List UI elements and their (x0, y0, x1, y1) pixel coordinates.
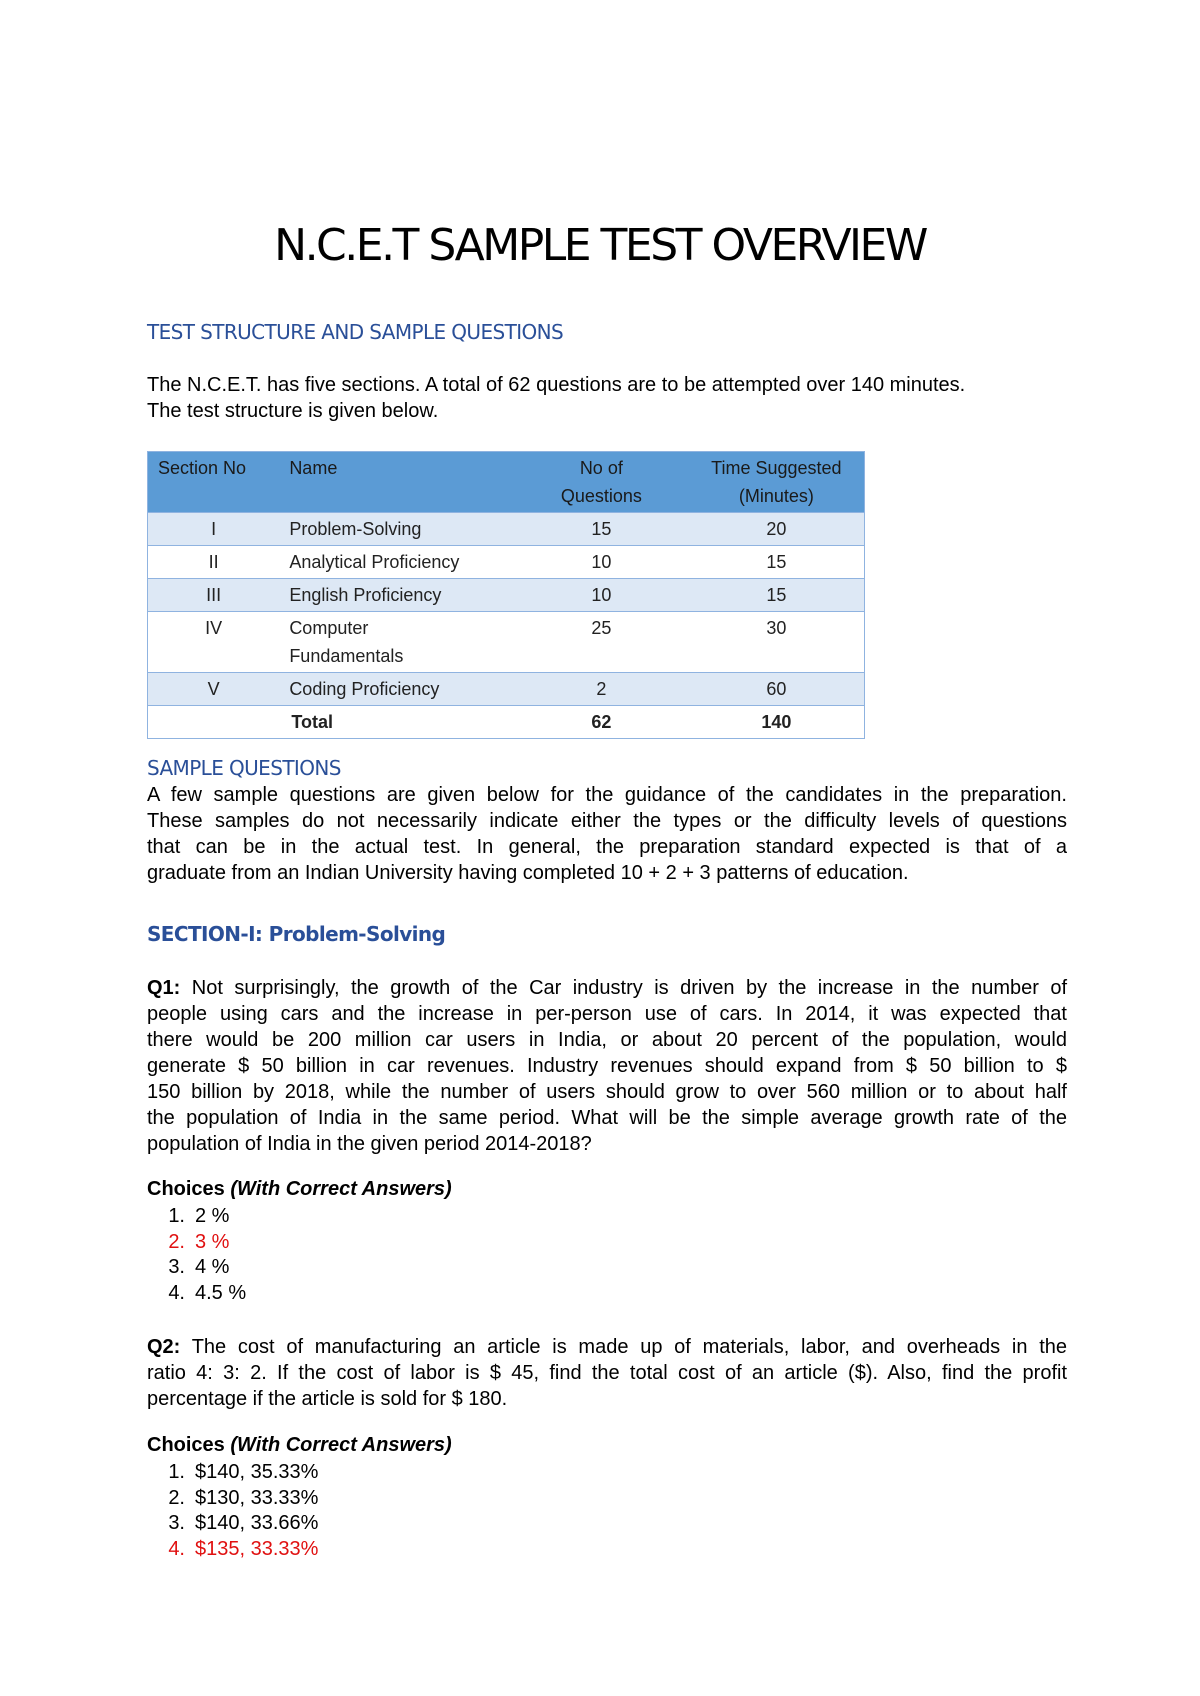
cell-section: V (148, 673, 280, 706)
test-structure-table (147, 451, 865, 739)
cell-section: IV (148, 612, 280, 673)
cell-section: II (148, 546, 280, 579)
header-name: Name (279, 452, 514, 513)
cell-time: 15 (689, 579, 865, 612)
cell-name: English Proficiency (279, 579, 514, 612)
cell-name: Computer Fundamentals (279, 612, 514, 673)
question-line: the population of India in the same period. What will be the simple average growth rate of the (147, 1107, 1067, 1129)
sample-line: that can be in the actual test. In general, the preparation standard expected is that of a (147, 836, 1067, 858)
intro-line: The N.C.E.T. has five sections. A total of 62 questions are to be attempted over 140 minutes. (147, 374, 966, 396)
table-row (148, 579, 865, 612)
table-row (148, 513, 865, 546)
choice-item-correct: 2. 3 % (168, 1230, 230, 1253)
question-line: generate $ 50 billion in car revenues. Industry revenues should expand from $ 50 billion to $ (147, 1055, 1067, 1077)
section-heading-sample-questions: SAMPLE QUESTIONS (147, 756, 341, 780)
choice-item: 2. $130, 33.33% (168, 1486, 319, 1509)
cell-empty (148, 706, 280, 739)
sample-line: graduate from an Indian University having completed 10 + 2 + 3 patterns of education. (147, 862, 909, 884)
choices-heading-q2: Choices (With Correct Answers) (147, 1434, 452, 1456)
cell-name: Problem-Solving (279, 513, 514, 546)
question-line: percentage if the article is sold for $ 180. (147, 1388, 508, 1410)
question-line: ratio 4: 3: 2. If the cost of labor is $ 45, find the total cost of an article ($). Also, find the profit (147, 1362, 1067, 1384)
cell-section: III (148, 579, 280, 612)
cell-questions: 2 (514, 673, 689, 706)
sample-line: These samples do not necessarily indicate either the types or the difficulty levels of questions (147, 810, 1067, 832)
cell-total-label: Total (279, 706, 514, 739)
question-line: population of India in the given period 2014-2018? (147, 1133, 592, 1155)
cell-time: 15 (689, 546, 865, 579)
section-heading-problem-solving: SECTION-I: Problem-Solving (147, 922, 446, 946)
cell-total-time: 140 (689, 706, 865, 739)
question-1-label: Q1: (147, 977, 181, 999)
cell-name: Coding Proficiency (279, 673, 514, 706)
intro-line: The test structure is given below. (147, 400, 439, 422)
header-no-of-questions: No of Questions (514, 452, 689, 513)
choice-list-q2 (147, 1460, 318, 1562)
question-line: people using cars and the increase in per-person use of cars. In 2014, it was expected that (147, 1003, 1067, 1025)
choice-item: 4. 4.5 % (168, 1281, 247, 1304)
section-heading-test-structure: TEST STRUCTURE AND SAMPLE QUESTIONS (147, 320, 564, 344)
cell-questions: 10 (514, 546, 689, 579)
cell-time: 20 (689, 513, 865, 546)
choice-item: 1. 2 % (168, 1205, 230, 1227)
cell-section: I (148, 513, 280, 546)
sample-line: A few sample questions are given below for the guidance of the candidates in the preparation. (147, 784, 1067, 806)
cell-name: Analytical Proficiency (279, 546, 514, 579)
table-row (148, 673, 865, 706)
cell-questions: 10 (514, 579, 689, 612)
question-2-label: Q2: (147, 1336, 181, 1358)
choice-list-q1 (147, 1204, 246, 1306)
question-line: Not surprisingly, the growth of the Car industry is driven by the increase in the number of (180, 977, 1067, 999)
sample-paragraph (147, 782, 1067, 886)
table-header-row (148, 452, 865, 513)
page-title: N.C.E.T SAMPLE TEST OVERVIEW (274, 220, 926, 271)
table-row (148, 546, 865, 579)
header-section-no: Section No (148, 452, 280, 513)
question-2 (147, 1334, 1067, 1412)
choice-item-correct: 4. $135, 33.33% (168, 1537, 319, 1560)
cell-time: 60 (689, 673, 865, 706)
header-time-suggested: Time Suggested (Minutes) (689, 452, 865, 513)
cell-time: 30 (689, 612, 865, 673)
cell-questions: 25 (514, 612, 689, 673)
choices-heading-q1: Choices (With Correct Answers) (147, 1178, 452, 1200)
choice-item: 1. $140, 35.33% (168, 1461, 319, 1483)
question-line: 150 billion by 2018, while the number of users should grow to over 560 million or to about half (147, 1081, 1067, 1103)
cell-total-questions: 62 (514, 706, 689, 739)
question-line: The cost of manufacturing an article is made up of materials, labor, and overheads in the (180, 1336, 1067, 1358)
table-total-row (148, 706, 865, 739)
cell-questions: 15 (514, 513, 689, 546)
question-1 (147, 975, 1067, 1157)
choice-item: 3. $140, 33.66% (168, 1512, 319, 1534)
choice-item: 3. 4 % (168, 1256, 230, 1278)
table-row (148, 612, 865, 673)
intro-paragraph (147, 372, 1067, 424)
question-line: there would be 200 million car users in India, or about 20 percent of the population, would (147, 1029, 1067, 1051)
